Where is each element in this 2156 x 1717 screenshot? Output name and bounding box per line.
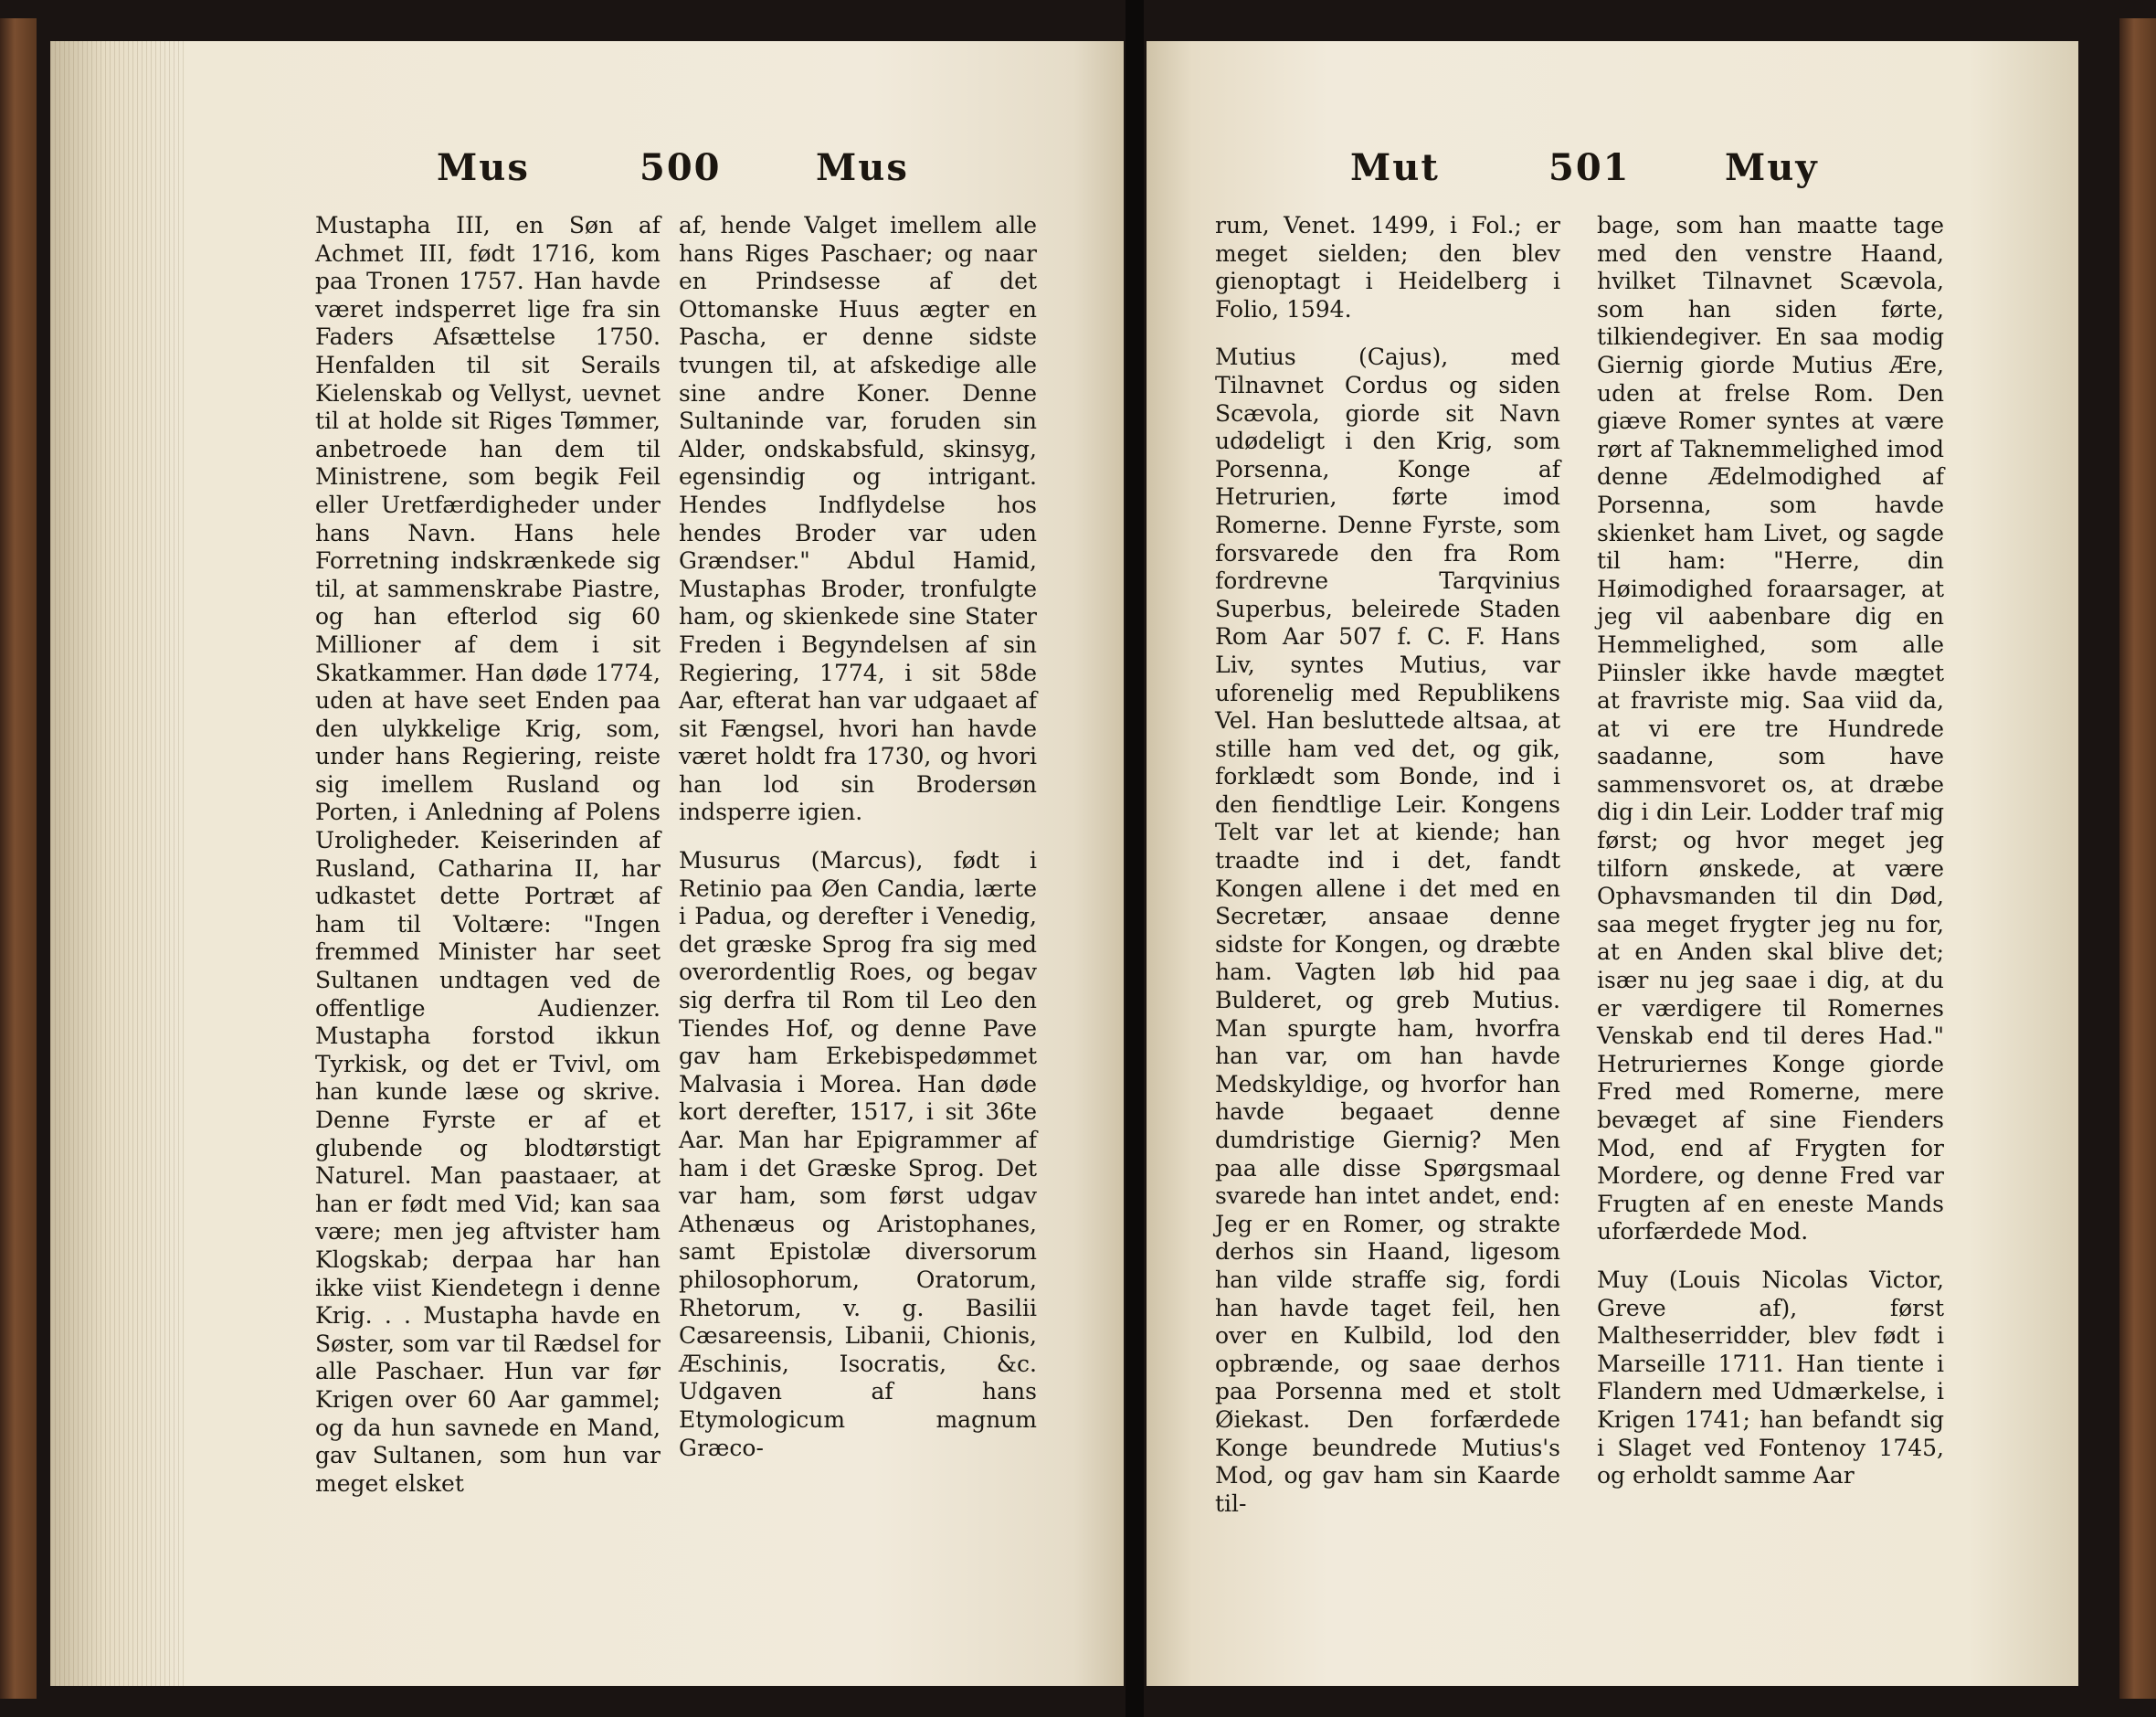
- left-running-head-left: Mus: [437, 146, 530, 189]
- entry-mutius-continued: bage, som han maatte tage med den venstre Haand, hvilket Tilnavnet Scævola, som han siden førte, tilkiendegiver. En saa modig Giernig giorde Mutius Ære, uden at frelse Rom. Den giæve Romer syntes at være rørt af Taknemmelighed imod denne Ædelmodighed af Porsenna, som havde skienket ham Livet, og sagde til ham: "Herre, din Høimodighed foraarsager, at jeg vil aabenbare dig en Hemmelighed, som alle Piinsler ikke havde mægtet at fravriste mig. Saa viid da, at vi ere tre Hundrede saadanne, som have sammensvoret os, at dræbe dig i din Leir. Lodder traf mig først; og hvor meget jeg tilforn ønskede, at være Ophavsmanden til din Død, saa meget frygter jeg nu for, at en Anden skal blive det; især nu jeg saae i dig, at du er værdigere til Romernes Venskab end til deres Had." Hetruriernes Konge giorde Fred med Romerne, mere bevæget af sine Fienders Mod, end af Frygten for Mordere, og denne Fred var Frugten af en eneste Mands uforfærdede Mod.: [1597, 212, 1944, 1245]
- book-gutter: [1126, 0, 1144, 1717]
- entry-mustapha-continued: af, hende Valget imellem alle hans Riges Paschaer; og naar en Prindsesse af det Ottomanske Huus ægter en Pascha, er denne sidste tvungen til, at afskedige alle sine andre Koner. Denne Sultaninde var, foruden sin Alder, ondskabsfuld, skinsyg, egensindig og intrigant. Hendes Indflydelse hos hendes Broder var uden Grændser." Abdul Hamid, Mustaphas Broder, tronfulgte ham, og skienkede sine Stater Freden i Begyndelsen af sin Regiering, 1774, i sit 58de Aar, efterat han var udgaaet af sit Fængsel, hvori han havde været holdt fra 1730, og hvori han lod sin Brodersøn indsperre igien.: [679, 212, 1037, 826]
- right-running-head-right: Muy: [1725, 146, 1819, 189]
- right-running-head-left: Mut: [1350, 146, 1440, 189]
- entry-muy: Muy (Louis Nicolas Victor, Greve af), først Maltheserridder, blev født i Marseille 1711. Han tiente i Flandern med Udmærkelse, i Krigen 1741; han befandt sig i Slaget ved Fontenoy 1745, og erholdt samme Aar: [1597, 1266, 1944, 1489]
- entry-musurus: Musurus (Marcus), født i Retinio paa Øen Candia, lærte i Padua, og derefter i Venedig, det græske Sprog fra sig med overordentlig Roes, og begav sig derfra til Rom til Leo den Tiendes Hof, og denne Pave gav ham Erkebispedømmet Malvasia i Morea. Han døde kort derefter, 1517, i sit 36te Aar. Man har Epigrammer af ham i det Græske Sprog. Det var ham, som først udgav Athenæus og Aristophanes, samt Epistolæ diversorum philosophorum, Oratorum, Rhetorum, v. g. Basilii Cæsareensis, Libanii, Chionis, Æschinis, Isocratis, &c. Udgaven af hans Etymologicum magnum Græco-: [679, 847, 1037, 1461]
- left-page-column-2: [679, 212, 1037, 1462]
- right-page-column-2: [1597, 212, 1944, 1490]
- left-running-head-right: Mus: [816, 146, 909, 189]
- left-page-column-1: [315, 212, 661, 1498]
- page-stack-edges: [50, 41, 187, 1686]
- book-cover-edge-left: [0, 18, 37, 1699]
- entry-musurus-continued: rum, Venet. 1499, i Fol.; er meget sielden; den blev gienoptagt i Heidelberg i Folio, 1594.: [1215, 212, 1560, 323]
- right-page-column-1: [1215, 212, 1560, 1518]
- book-cover-edge-right: [2119, 18, 2156, 1699]
- right-page-number: 501: [1548, 146, 1631, 189]
- entry-mustapha-iii: Mustapha III, en Søn af Achmet III, født 1716, kom paa Tronen 1757. Han havde været indsperret lige fra sin Faders Afsættelse 1750. Henfalden til sit Serails Kielenskab og Vellyst, uevnet til at holde sit Riges Tømmer, anbetroede han dem til Ministrene, som begik Feil eller Uretfærdigheder under hans Navn. Hans hele Forretning indskrænkede sig til, at sammenskrabe Piastre, og han efterlod sig 60 Millioner af dem i sit Skatkammer. Han døde 1774, uden at have seet Enden paa den ulykkelige Krig, som, under hans Regiering, reiste sig imellem Rusland og Porten, i Anledning af Polens Uroligheder. Keiserinden af Rusland, Catharina II, har udkastet dette Portræt af ham til Voltære: "Ingen fremmed Minister har seet Sultanen undtagen ved de offentlige Audienzer. Mustapha forstod ikkun Tyrkisk, og det er Tvivl, om han kunde læse og skrive. Denne Fyrste er af et glubende og blodtørstigt Naturel. Man paastaaer, at han er født med Vid; kan saa være; men jeg aftvister ham Klogskab; derpaa har han ikke viist Kiendetegn i denne Krig. . . Mustapha havde en Søster, som var til Rædsel for alle Paschaer. Hun var før Krigen over 60 Aar gammel; og da hun savnede en Mand, gav Sultanen, som hun var meget elsket: [315, 212, 661, 1497]
- entry-mutius: Mutius (Cajus), med Tilnavnet Cordus og siden Scævola, giorde sit Navn udødeligt i den Krig, som Porsenna, Konge af Hetrurien, førte imod Romerne. Denne Fyrste, som forsvarede den fra Rom fordrevne Tarqvinius Superbus, beleirede Staden Rom Aar 507 f. C. F. Hans Liv, syntes Mutius, var uforenelig med Republikens Vel. Han besluttede altsaa, at stille ham ved det, og gik, forklædt som Bonde, ind i den fiendtlige Leir. Kongens Telt var let at kiende; han traadte ind i det, fandt Kongen allene i det med en Secretær, ansaae denne sidste for Kongen, og dræbte ham. Vagten løb hid paa Bulderet, og greb Mutius. Man spurgte ham, hvorfra han var, om han havde Medskyldige, og hvorfor han havde begaaet denne dumdristige Giernig? Men paa alle disse Spørgsmaal svarede han intet andet, end: Jeg er en Romer, og strakte derhos sin Haand, ligesom han vilde straffe sig, fordi han havde taget feil, hen over en Kulbild, lod den opbrænde, og saae derhos paa Porsenna med et stolt Øiekast. Den forfærdede Konge beundrede Mutius's Mod, og gav ham sin Kaarde til-: [1215, 344, 1560, 1517]
- left-page-number: 500: [639, 146, 722, 189]
